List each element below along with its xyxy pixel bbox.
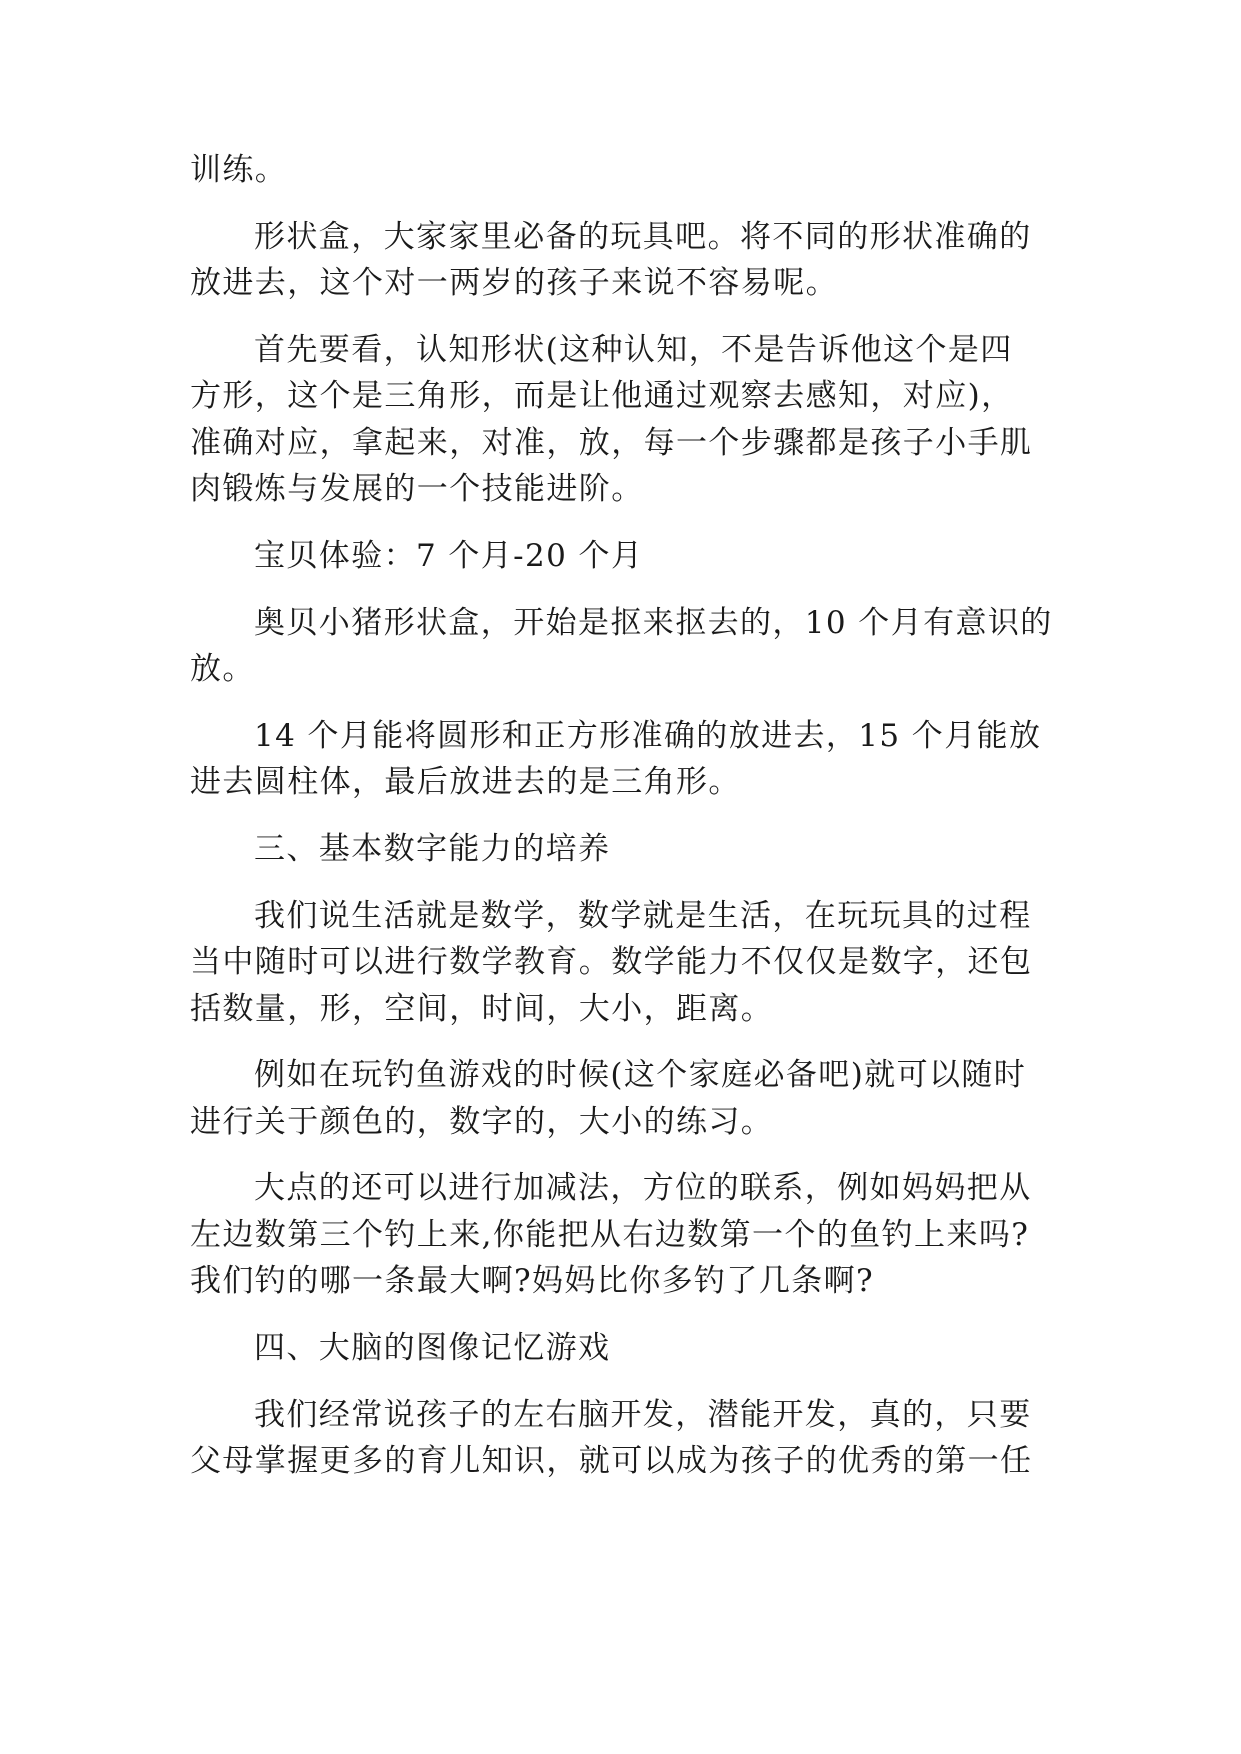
text-line: 当中随时可以进行数学教育。数学能力不仅仅是数字，还包 — [190, 944, 1033, 980]
section-heading: 四、大脑的图像记忆游戏 — [254, 1330, 611, 1366]
paragraph-first-line: 我们说生活就是数学，数学就是生活，在玩玩具的过程 — [254, 898, 1032, 934]
paragraph-first-line: 14 个月能将圆形和正方形准确的放进去，15 个月能放 — [254, 718, 1042, 754]
text-line: 肉锻炼与发展的一个技能进阶。 — [190, 471, 644, 507]
paragraph-first-line: 宝贝体验：7 个月-20 个月 — [254, 538, 644, 574]
text-line: 括数量，形，空间，时间，大小，距离。 — [190, 991, 774, 1027]
text-line: 训练。 — [190, 152, 288, 188]
paragraph-first-line: 形状盒，大家家里必备的玩具吧。将不同的形状准确的 — [254, 219, 1032, 255]
text-line: 方形，这个是三角形，而是让他通过观察去感知，对应)， — [190, 378, 1014, 414]
text-line: 我们钓的哪一条最大啊?妈妈比你多钓了几条啊? — [190, 1263, 875, 1299]
text-line: 放进去，这个对一两岁的孩子来说不容易呢。 — [190, 265, 838, 301]
text-line: 进行关于颜色的，数字的，大小的练习。 — [190, 1104, 774, 1140]
text-line: 左边数第三个钓上来,你能把从右边数第一个的鱼钓上来吗? — [190, 1217, 1030, 1253]
text-line: 父母掌握更多的育儿知识，就可以成为孩子的优秀的第一任 — [190, 1443, 1033, 1479]
paragraph-first-line: 奥贝小猪形状盒，开始是抠来抠去的，10 个月有意识的 — [254, 605, 1053, 641]
paragraph-first-line: 我们经常说孩子的左右脑开发，潜能开发，真的，只要 — [254, 1397, 1032, 1433]
text-line: 进去圆柱体，最后放进去的是三角形。 — [190, 764, 741, 800]
paragraph-first-line: 首先要看，认知形状(这种认知，不是告诉他这个是四 — [254, 332, 1013, 368]
section-heading: 三、基本数字能力的培养 — [254, 831, 611, 867]
paragraph-first-line: 例如在玩钓鱼游戏的时候(这个家庭必备吧)就可以随时 — [254, 1057, 1027, 1093]
text-line: 放。 — [190, 651, 255, 687]
text-line: 准确对应，拿起来，对准，放，每一个步骤都是孩子小手肌 — [190, 425, 1033, 461]
paragraph-first-line: 大点的还可以进行加减法，方位的联系，例如妈妈把从 — [254, 1170, 1032, 1206]
